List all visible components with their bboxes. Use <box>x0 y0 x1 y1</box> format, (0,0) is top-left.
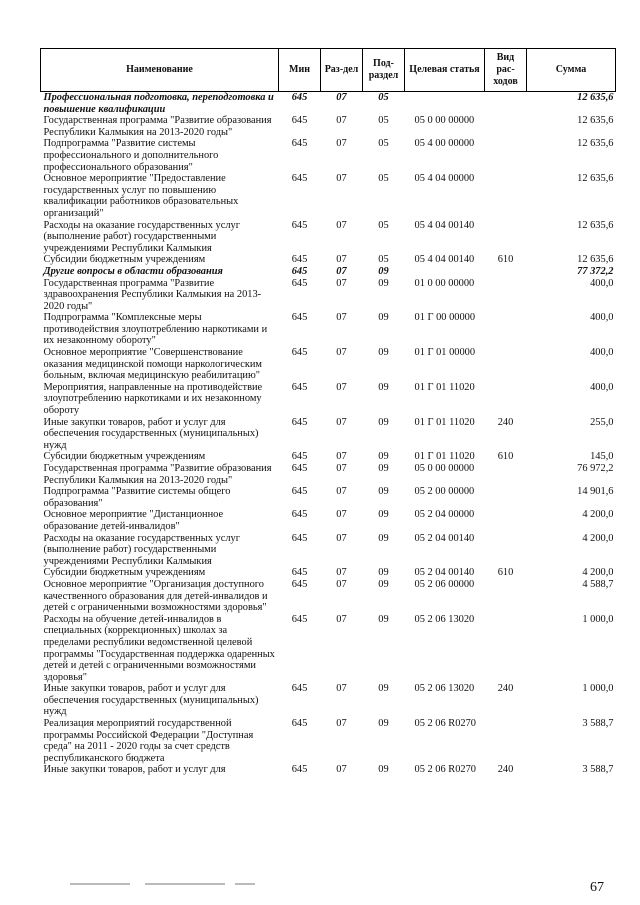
cell-vid <box>485 614 527 684</box>
cell-name: Субсидии бюджетным учреждениям <box>43 451 206 463</box>
cell-podrazdel: 09 <box>378 347 389 359</box>
cell-vid <box>485 115 527 138</box>
cell-summa: 400,0 <box>590 312 614 324</box>
cell-celevaya: 05 0 00 00000 <box>414 463 475 474</box>
cell-podrazdel: 09 <box>378 718 389 730</box>
cell-name: Мероприятия, направленные на противодействие злоупотреблению наркотиками и их незаконному обороту <box>43 381 263 417</box>
cell-razdel: 07 <box>336 92 347 103</box>
cell-vid <box>485 718 527 764</box>
cell-vid <box>485 486 527 509</box>
cell-name: Подпрограмма "Развитие системы общего образования" <box>43 486 231 509</box>
cell-vid: 240 <box>497 764 514 776</box>
cell-summa: 4 588,7 <box>582 578 614 590</box>
cell-name: Основное мероприятие "Организация доступного качественного образования для детей-инвалидов и детей с ограниченными возможностями здоровья" <box>43 578 268 614</box>
cell-celevaya: 05 2 06 13020 <box>414 613 475 625</box>
cell-razdel: 07 <box>336 764 347 776</box>
cell-summa: 145,0 <box>590 451 614 463</box>
cell-name: Государственная программа "Развитие здравоохранения Республики Калмыкия на 2013-2020 годы" <box>43 277 262 312</box>
cell-min: 645 <box>291 509 308 521</box>
cell-podrazdel: 09 <box>378 381 389 393</box>
cell-summa: 12 635,6 <box>577 219 614 231</box>
cell-name: Подпрограмма "Развитие системы профессионального и дополнительного профессионального образования" <box>43 138 219 173</box>
cell-vid: 610 <box>497 567 514 579</box>
cell-summa: 12 635,6 <box>577 138 614 150</box>
cell-vid <box>485 312 527 347</box>
cell-min: 645 <box>291 463 308 474</box>
table-row <box>41 567 616 579</box>
cell-min: 645 <box>291 92 308 103</box>
cell-summa: 76 972,2 <box>577 463 614 474</box>
cell-podrazdel: 09 <box>378 463 389 474</box>
table-row <box>41 115 616 138</box>
cell-razdel: 07 <box>336 509 347 521</box>
cell-razdel: 07 <box>336 347 347 359</box>
table-row <box>41 312 616 347</box>
cell-summa: 4 200,0 <box>582 509 614 521</box>
table-row <box>41 417 616 452</box>
cell-podrazdel: 09 <box>378 265 389 277</box>
cell-min: 645 <box>291 219 308 231</box>
cell-vid: 240 <box>497 416 514 428</box>
cell-razdel: 07 <box>336 451 347 463</box>
cell-summa: 3 588,7 <box>582 718 614 730</box>
cell-razdel: 07 <box>336 254 347 266</box>
cell-summa: 12 635,6 <box>577 92 614 103</box>
table-row <box>41 579 616 614</box>
page-number: 67 <box>590 880 604 895</box>
cell-vid <box>485 266 527 278</box>
cell-celevaya: 05 4 04 00140 <box>414 219 475 231</box>
cell-name: Расходы на обучение детей-инвалидов в специальных (коррекционных) школах за пределами республики ведомственной целевой программы "Государственная поддержка одаренных детей и детей с ограниченными возможностями здоровья" <box>43 613 275 683</box>
cell-razdel: 07 <box>336 532 347 544</box>
scan-noise <box>235 883 255 885</box>
cell-podrazdel: 09 <box>378 509 389 521</box>
cell-podrazdel: 09 <box>378 416 389 428</box>
table-row <box>41 347 616 382</box>
cell-razdel: 07 <box>336 381 347 393</box>
cell-razdel: 07 <box>336 567 347 579</box>
cell-celevaya: 01 Г 01 00000 <box>414 347 476 359</box>
cell-summa: 400,0 <box>590 347 614 359</box>
cell-name: Подпрограмма "Комплексные меры противодействия злоупотреблению наркотиками и их незаконному обороту" <box>43 312 268 347</box>
cell-celevaya: 05 2 04 00000 <box>414 509 475 521</box>
table-row <box>41 138 616 173</box>
cell-summa: 400,0 <box>590 277 614 289</box>
cell-celevaya: 01 0 00 00000 <box>414 277 475 289</box>
cell-summa: 12 635,6 <box>577 254 614 266</box>
cell-vid <box>485 347 527 382</box>
cell-summa: 4 200,0 <box>582 532 614 544</box>
cell-name: Субсидии бюджетным учреждениям <box>43 254 206 266</box>
cell-name: Иные закупки товаров, работ и услуг для <box>43 764 226 776</box>
cell-name: Субсидии бюджетным учреждениям <box>43 567 206 579</box>
cell-name: Государственная программа "Развитие образования Республики Калмыкия на 2013-2020 годы" <box>43 115 272 138</box>
cell-celevaya: 05 4 04 00140 <box>414 254 475 266</box>
table-row <box>41 220 616 255</box>
scan-noise <box>70 883 130 885</box>
header-name: Наименование <box>41 49 279 92</box>
cell-celevaya: 05 4 04 00000 <box>414 173 475 185</box>
cell-min: 645 <box>291 277 308 289</box>
cell-min: 645 <box>291 613 308 625</box>
cell-vid <box>485 173 527 219</box>
cell-vid <box>485 533 527 568</box>
cell-summa: 1 000,0 <box>582 613 614 625</box>
cell-min: 645 <box>291 173 308 185</box>
cell-podrazdel: 09 <box>378 312 389 324</box>
cell-name: Иные закупки товаров, работ и услуг для обеспечения государственных (муниципальных) нужд <box>43 683 259 718</box>
cell-min: 645 <box>291 451 308 463</box>
cell-razdel: 07 <box>336 613 347 625</box>
cell-celevaya: 05 0 00 00000 <box>414 115 475 127</box>
cell-vid <box>485 278 527 313</box>
cell-name: Профессиональная подготовка, переподготовка и повышение квалификации <box>43 92 274 115</box>
cell-summa: 12 635,6 <box>577 173 614 185</box>
cell-vid <box>485 579 527 614</box>
cell-podrazdel: 09 <box>378 683 389 695</box>
cell-podrazdel: 05 <box>378 115 389 127</box>
cell-summa: 3 588,7 <box>582 764 614 776</box>
table-row <box>41 614 616 684</box>
cell-razdel: 07 <box>336 683 347 695</box>
cell-celevaya <box>405 266 485 278</box>
cell-name: Иные закупки товаров, работ и услуг для обеспечения государственных (муниципальных) нужд <box>43 416 259 451</box>
cell-min: 645 <box>291 486 308 498</box>
table-row <box>41 451 616 463</box>
table-body <box>41 92 616 777</box>
cell-min: 645 <box>291 718 308 730</box>
cell-vid <box>485 463 527 486</box>
cell-celevaya: 01 Г 01 11020 <box>414 381 475 393</box>
cell-razdel: 07 <box>336 277 347 289</box>
cell-min: 645 <box>291 312 308 324</box>
cell-min: 645 <box>291 347 308 359</box>
cell-razdel: 07 <box>336 115 347 127</box>
cell-podrazdel: 09 <box>378 578 389 590</box>
cell-min: 645 <box>291 254 308 266</box>
cell-podrazdel: 05 <box>378 92 389 103</box>
cell-podrazdel: 05 <box>378 173 389 185</box>
cell-min: 645 <box>291 532 308 544</box>
header-summa: Сумма <box>527 49 616 92</box>
cell-summa: 255,0 <box>590 416 614 428</box>
cell-name: Расходы на оказание государственных услуг (выполнение работ) государственными учреждениями Республики Калмыкия <box>43 532 240 567</box>
cell-vid <box>485 382 527 417</box>
cell-podrazdel: 09 <box>378 486 389 498</box>
cell-vid: 610 <box>497 451 514 463</box>
cell-name: Реализация мероприятий государственной программы Российской Федерации "Доступная среда" на 2011 - 2020 годы за счет средств республиканского бюджета <box>43 718 254 764</box>
cell-podrazdel: 05 <box>378 254 389 266</box>
cell-celevaya: 01 Г 00 00000 <box>414 312 476 324</box>
cell-summa: 14 901,6 <box>577 486 614 498</box>
table-row <box>41 463 616 486</box>
cell-razdel: 07 <box>336 265 347 277</box>
cell-razdel: 07 <box>336 718 347 730</box>
cell-name: Расходы на оказание государственных услуг (выполнение работ) государственными учреждениями Республики Калмыкия <box>43 219 240 254</box>
cell-podrazdel: 05 <box>378 138 389 150</box>
header-min: Мин <box>279 49 321 92</box>
cell-name: Основное мероприятие "Совершенствование оказания медицинской помощи наркологическим больным, включая медицинскую реабилитацию" <box>43 347 263 382</box>
cell-celevaya: 05 2 06 R0270 <box>414 764 476 776</box>
cell-podrazdel: 05 <box>378 219 389 231</box>
cell-min: 645 <box>291 764 308 776</box>
cell-celevaya: 05 2 04 00140 <box>414 532 475 544</box>
table-row <box>41 509 616 532</box>
cell-podrazdel: 09 <box>378 277 389 289</box>
table-row <box>41 486 616 509</box>
header-podrazdel: Под-раздел <box>363 49 405 92</box>
cell-min: 645 <box>291 578 308 590</box>
cell-vid <box>485 220 527 255</box>
table-row <box>41 254 616 266</box>
cell-podrazdel: 09 <box>378 613 389 625</box>
header-vid: Вид рас-ходов <box>485 49 527 92</box>
section-row <box>41 266 616 278</box>
cell-celevaya <box>405 92 485 116</box>
cell-celevaya: 05 2 04 00140 <box>414 567 475 579</box>
cell-podrazdel: 09 <box>378 567 389 579</box>
cell-summa: 1 000,0 <box>582 683 614 695</box>
cell-min: 645 <box>291 683 308 695</box>
cell-celevaya: 05 2 00 00000 <box>414 486 475 498</box>
cell-podrazdel: 09 <box>378 451 389 463</box>
cell-razdel: 07 <box>336 312 347 324</box>
budget-table <box>40 48 616 776</box>
cell-podrazdel: 09 <box>378 764 389 776</box>
cell-razdel: 07 <box>336 416 347 428</box>
cell-min: 645 <box>291 567 308 579</box>
cell-summa: 12 635,6 <box>577 115 614 127</box>
header-razdel: Раз-дел <box>321 49 363 92</box>
table-row <box>41 533 616 568</box>
cell-razdel: 07 <box>336 463 347 474</box>
table-row <box>41 173 616 219</box>
cell-min: 645 <box>291 416 308 428</box>
cell-celevaya: 05 4 00 00000 <box>414 138 475 150</box>
cell-celevaya: 05 2 06 R0270 <box>414 718 476 730</box>
cell-razdel: 07 <box>336 486 347 498</box>
cell-name: Государственная программа "Развитие образования Республики Калмыкия на 2013-2020 годы" <box>43 463 272 486</box>
cell-razdel: 07 <box>336 173 347 185</box>
cell-celevaya: 05 2 06 00000 <box>414 578 475 590</box>
cell-vid: 610 <box>497 254 514 266</box>
table-row <box>41 718 616 764</box>
header-celevaya: Целевая статья <box>405 49 485 92</box>
cell-razdel: 07 <box>336 219 347 231</box>
table-row <box>41 764 616 776</box>
cell-name: Основное мероприятие "Предоставление государственных услуг по повышению квалификации работников образовательных организаций" <box>43 173 239 219</box>
cell-vid <box>485 92 527 116</box>
cell-celevaya: 01 Г 01 11020 <box>414 416 475 428</box>
cell-summa: 77 372,2 <box>577 265 614 277</box>
cell-razdel: 07 <box>336 138 347 150</box>
cell-min: 645 <box>291 115 308 127</box>
cell-min: 645 <box>291 381 308 393</box>
cell-summa: 4 200,0 <box>582 567 614 579</box>
cell-razdel: 07 <box>336 578 347 590</box>
cell-name: Основное мероприятие "Дистанционное образование детей-инвалидов" <box>43 509 224 532</box>
section-row <box>41 92 616 116</box>
cell-celevaya: 05 2 06 13020 <box>414 683 475 695</box>
table-row <box>41 382 616 417</box>
table-row <box>41 683 616 718</box>
cell-name: Другие вопросы в области образования <box>43 265 223 277</box>
cell-podrazdel: 09 <box>378 532 389 544</box>
cell-vid <box>485 509 527 532</box>
cell-vid <box>485 138 527 173</box>
table-header <box>41 49 616 92</box>
cell-min: 645 <box>291 138 308 150</box>
cell-min: 645 <box>291 265 308 277</box>
cell-celevaya: 01 Г 01 11020 <box>414 451 475 463</box>
cell-summa: 400,0 <box>590 381 614 393</box>
table-row <box>41 278 616 313</box>
scan-noise <box>145 883 225 885</box>
cell-vid: 240 <box>497 683 514 695</box>
